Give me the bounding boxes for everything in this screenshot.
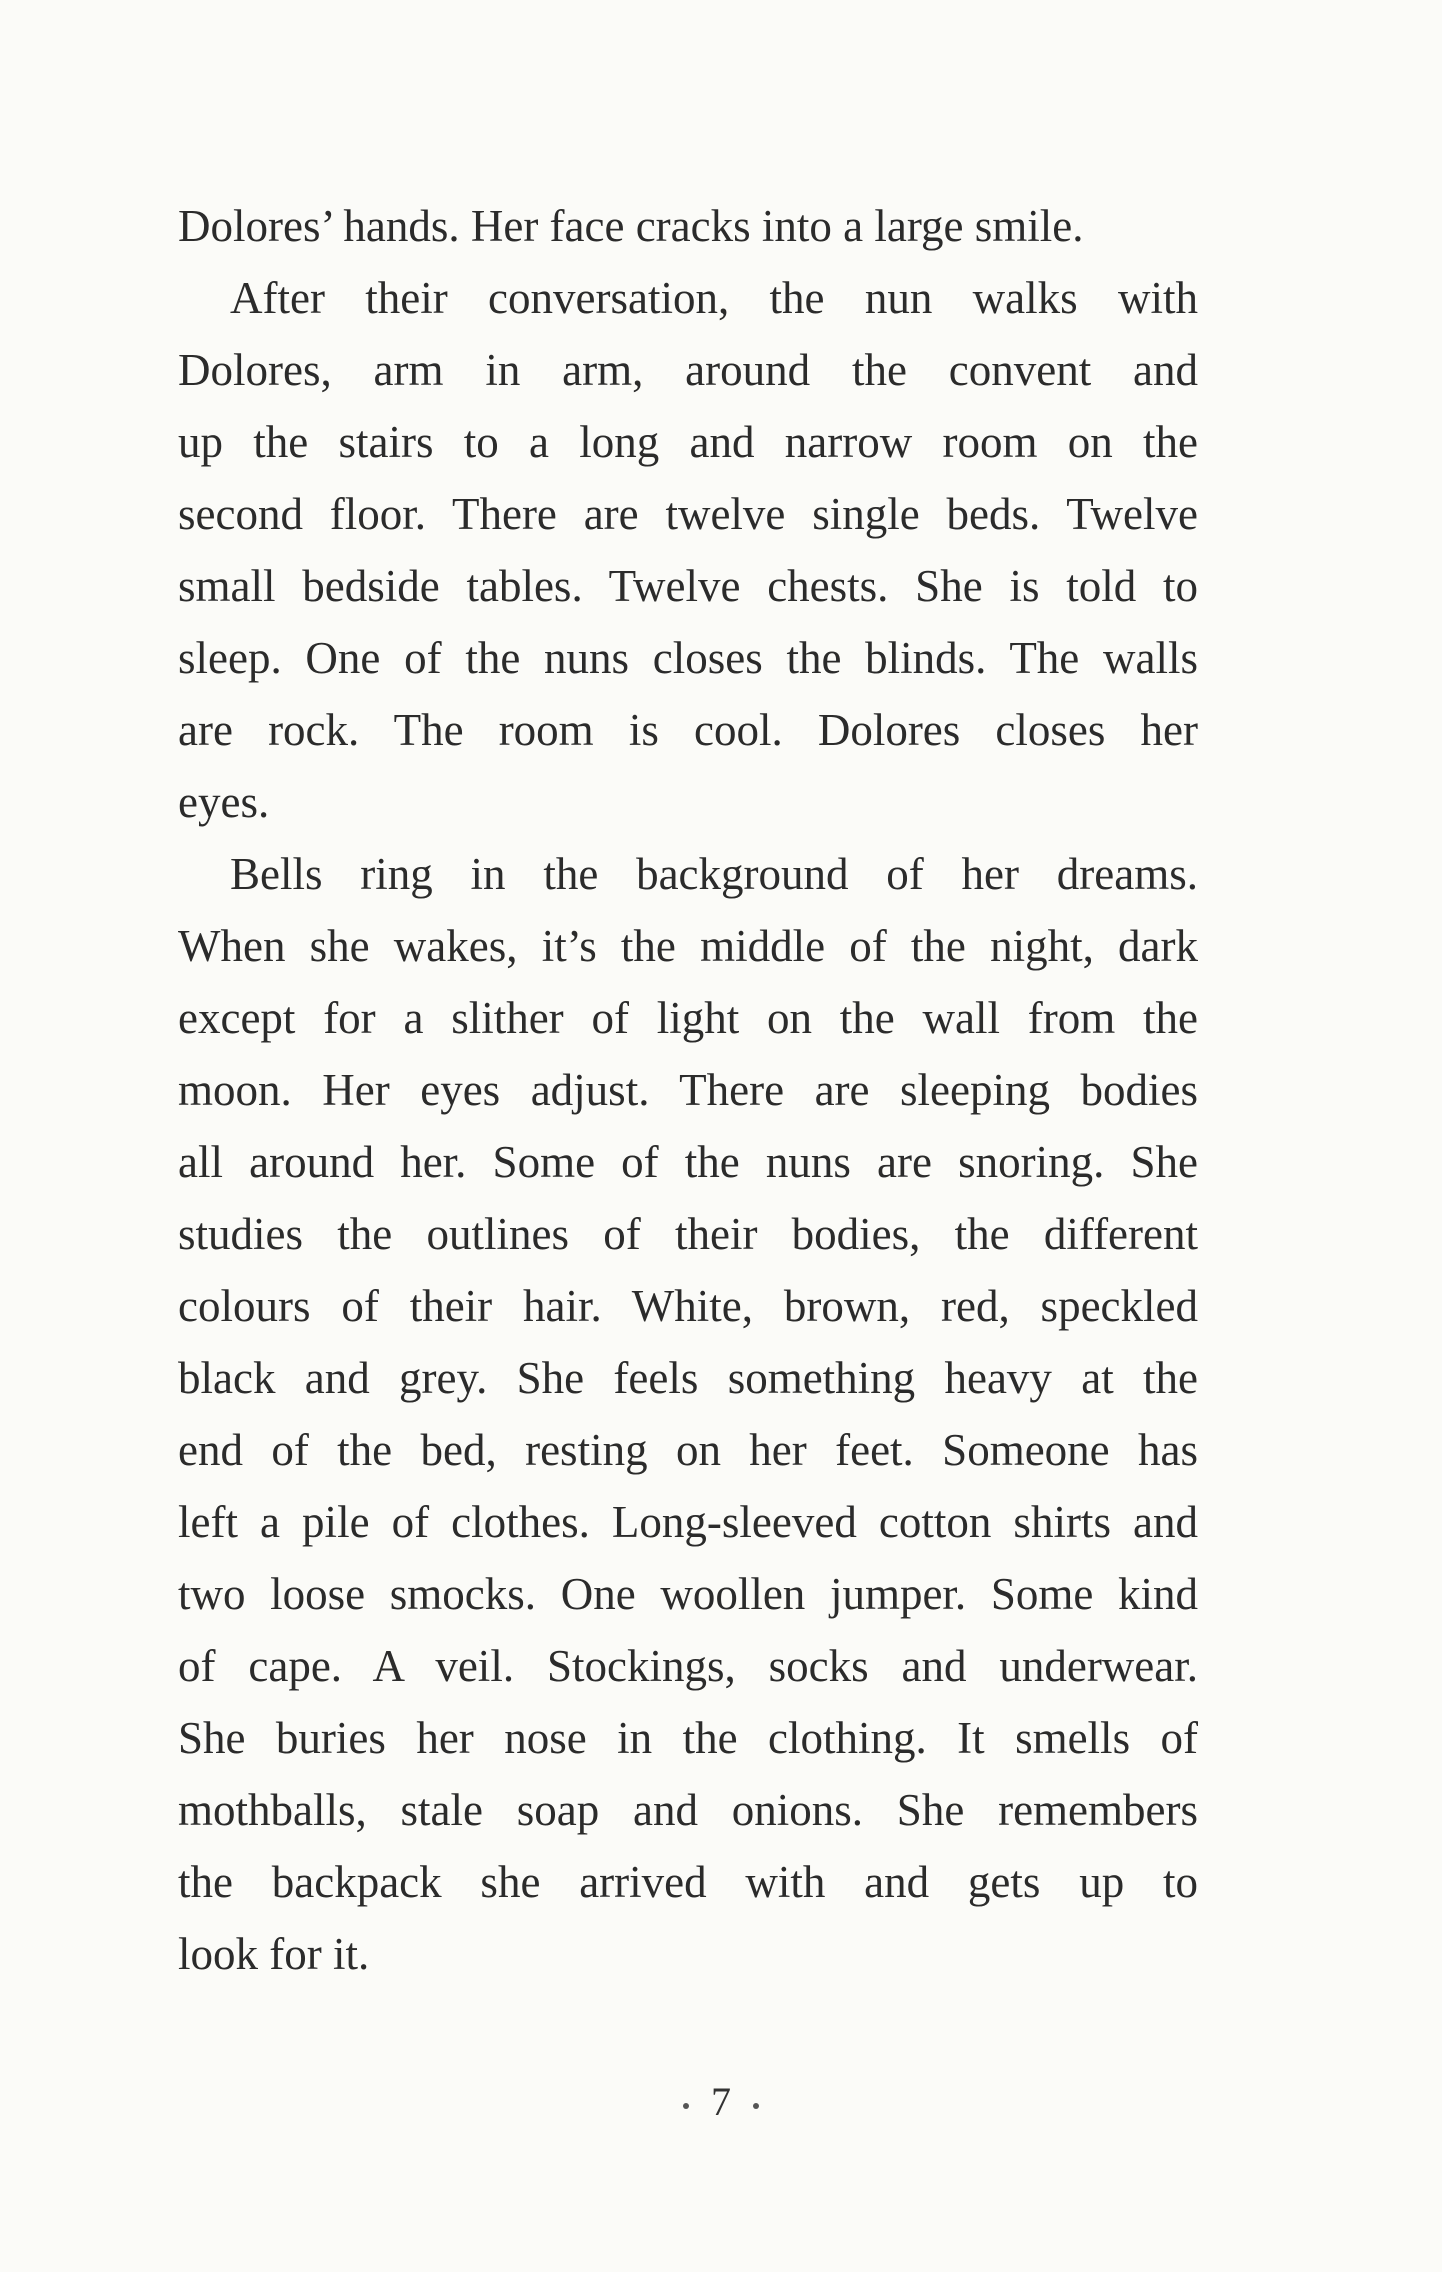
text-line: look for it.	[178, 1929, 370, 1979]
text-line: the backpack she arrived with and gets up to	[178, 1857, 1198, 1907]
paragraph	[178, 838, 1198, 1990]
text-line: She buries her nose in the clothing. It smells of	[178, 1713, 1198, 1763]
text-line: except for a slither of light on the wall from the	[178, 993, 1198, 1043]
text-line: small bedside tables. Twelve chests. She is told to	[178, 561, 1198, 611]
text-line: sleep. One of the nuns closes the blinds. The walls	[178, 633, 1198, 683]
text-line: second floor. There are twelve single beds. Twelve	[178, 489, 1198, 539]
text-line: studies the outlines of their bodies, the different	[178, 1209, 1198, 1259]
text-line: up the stairs to a long and narrow room on the	[178, 417, 1198, 467]
text-line: When she wakes, it’s the middle of the night, dark	[178, 921, 1198, 971]
text-line: of cape. A veil. Stockings, socks and underwear.	[178, 1641, 1198, 1691]
text-line: mothballs, stale soap and onions. She remembers	[178, 1785, 1198, 1835]
paragraph	[178, 190, 1198, 262]
text-line: moon. Her eyes adjust. There are sleeping bodies	[178, 1065, 1198, 1115]
paragraph	[178, 262, 1198, 838]
text-line: eyes.	[178, 777, 270, 827]
text-line: black and grey. She feels something heavy at the	[178, 1353, 1198, 1403]
text-line: left a pile of clothes. Long-sleeved cotton shirts and	[178, 1497, 1198, 1547]
text-line: colours of their hair. White, brown, red, speckled	[178, 1281, 1198, 1331]
text-line: all around her. Some of the nuns are snoring. She	[178, 1137, 1198, 1187]
folio-dot-left	[683, 2103, 689, 2109]
page-number-value: 7	[711, 2079, 731, 2124]
text-line: After their conversation, the nun walks with	[230, 273, 1198, 323]
body-text	[178, 190, 1198, 1990]
page-number	[0, 2072, 1442, 2132]
folio-dot-right	[753, 2103, 759, 2109]
text-line: end of the bed, resting on her feet. Someone has	[178, 1425, 1198, 1475]
text-line: Dolores, arm in arm, around the convent and	[178, 345, 1198, 395]
text-line: Dolores’ hands. Her face cracks into a large smile.	[178, 201, 1084, 251]
text-line: Bells ring in the background of her dreams.	[230, 849, 1198, 899]
text-line: two loose smocks. One woollen jumper. Some kind	[178, 1569, 1198, 1619]
text-line: are rock. The room is cool. Dolores closes her	[178, 705, 1198, 755]
